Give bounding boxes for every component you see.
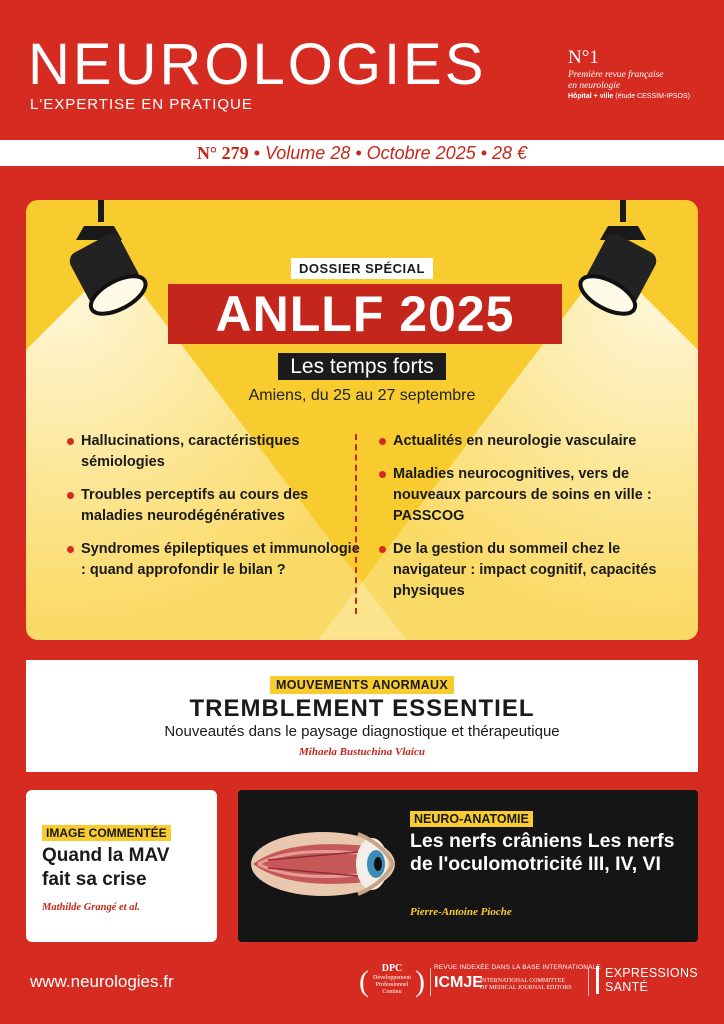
article-title: Les nerfs crâniens Les nerfs de l'oculomotricité III, IV, VI [410,830,675,875]
topics-left [66,431,366,593]
issue-bar [0,140,724,166]
section-label: IMAGE COMMENTÉE [42,824,171,842]
dpc-logo: ( DPC Développement Professionnel Continu ) [359,963,425,998]
article-image-commentee[interactable] [26,790,217,942]
article-author: Mathilde Grangé et al. [42,902,141,913]
column-divider [355,434,357,614]
topics-right [378,431,678,614]
topic-item[interactable]: Maladies neurocognitives, vers de nouveaux parcours de soins en ville : PASSCOG [378,464,678,527]
issue-details: Volume 28 • Octobre 2025 • 28 € [264,143,528,163]
journal-tagline: L'EXPERTISE EN PRATIQUE [30,96,253,113]
topic-item[interactable]: Hallucinations, caractéristiques sémiologies [66,431,366,473]
icmje-indexing-note: REVUE INDEXÉE DANS LA BASE INTERNATIONALE [434,964,602,971]
journal-title: NEUROLOGIES [28,32,487,97]
topic-item[interactable]: De la gestion du sommeil chez le navigateur : impact cognitif, capacités physiques [378,539,678,602]
eye-muscles-illustration [248,824,398,904]
dpc-logo-text: DPC [381,963,403,974]
dossier-label: DOSSIER SPÉCIAL [26,260,698,278]
icmje-logo-text: ICMJE [434,974,483,991]
dossier-title: ANLLF 2025 [168,284,562,344]
article-neuro-anatomie[interactable] [238,790,698,942]
section-label: MOUVEMENTS ANORMAUX [26,676,698,694]
section-label: NEURO-ANATOMIE [410,810,533,828]
rank-source: (étude CESSIM-IPSOS) [615,93,690,100]
ranking-claim [568,48,690,102]
publisher-logo [596,966,698,994]
article-title: TREMBLEMENT ESSENTIEL [189,695,535,722]
feature-dossier [26,200,698,640]
article-author: Mihaela Bustuchina Vlaicu [299,746,425,758]
footer-divider [430,968,431,996]
website-link[interactable]: www.neurologies.fr [30,972,174,991]
article-tremblement[interactable] [26,660,698,772]
rank-line-3: Hôpital + ville (étude CESSIM-IPSOS) [568,93,690,100]
topic-item[interactable]: Actualités en neurologie vasculaire [378,431,678,452]
issue-separator: • [248,143,265,163]
dpc-logo-subtext: Développement Professionnel Continu [373,975,411,995]
topic-item[interactable]: Syndromes épileptiques et immunologie : quand approfondir le bilan ? [66,539,366,581]
dossier-location: Amiens, du 25 au 27 septembre [248,387,476,404]
article-author: Pierre-Antoine Pioche [410,906,512,918]
masthead [0,0,724,136]
footer-divider [588,968,589,996]
dossier-subtitle: Les temps forts [26,355,698,379]
issue-number: N° 279 [196,143,249,163]
rank-number: N°1 [568,47,599,68]
publisher-name-line1: EXPRESSIONS [605,966,698,980]
rank-line-2: en neurologie [568,81,621,91]
icmje-logo-subtext: INTERNATIONAL COMMITTEE OF MEDICAL JOURNAL EDITORS [480,978,572,991]
rank-line-1: Première revue française [568,70,664,80]
icmje-logo [434,964,602,991]
publisher-name-line2: SANTÉ [605,980,649,994]
article-title: Quand la MAV fait sa crise [42,845,170,890]
topic-item[interactable]: Troubles perceptifs au cours des maladies neurodégénératives [66,485,366,527]
article-subtitle: Nouveautés dans le paysage diagnostique et thérapeutique [164,723,560,740]
